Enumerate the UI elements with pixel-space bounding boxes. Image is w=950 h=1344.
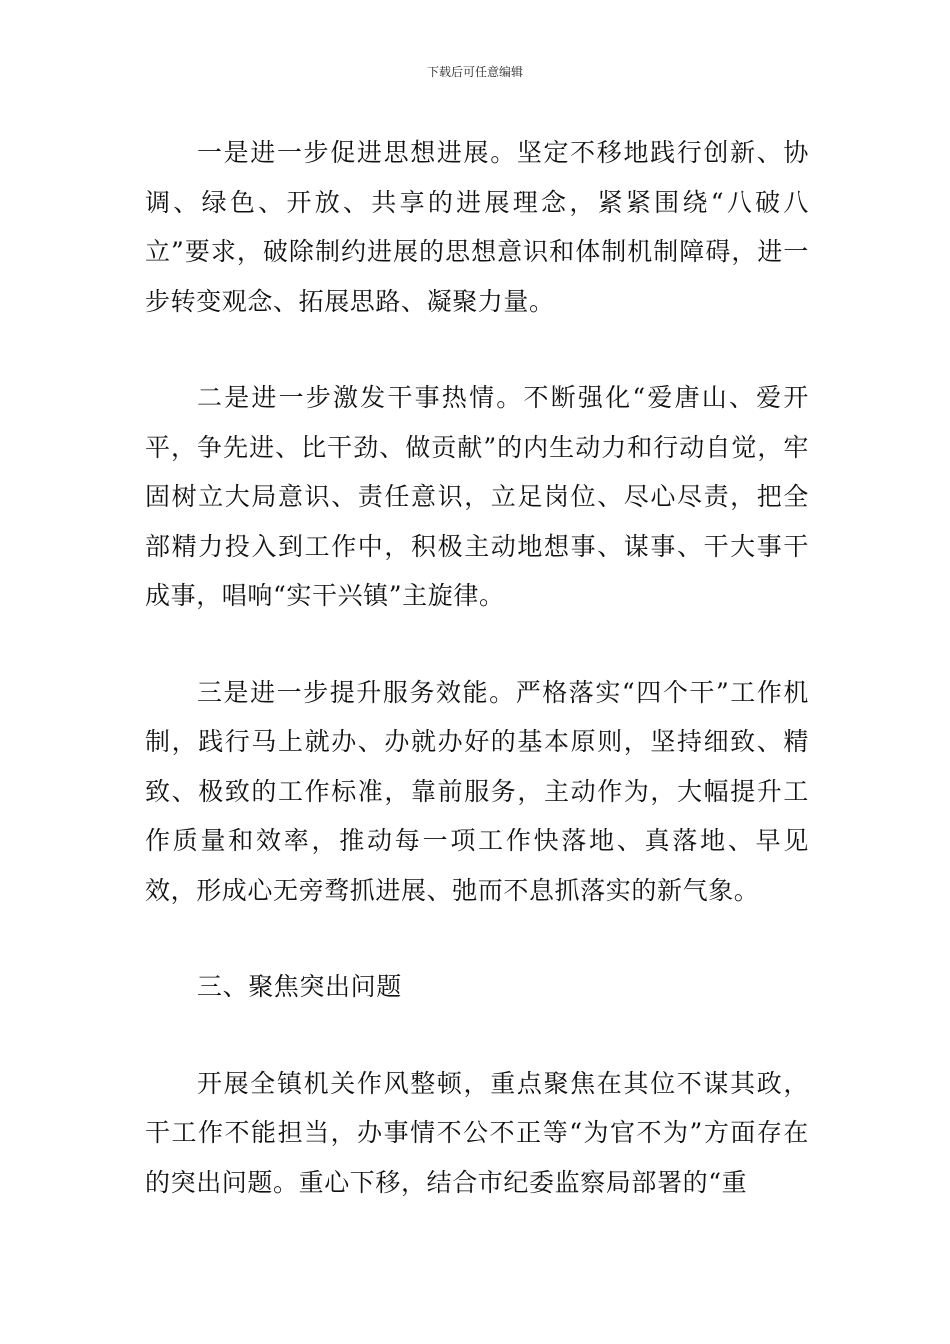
document-body — [145, 128, 809, 1207]
paragraph-service-efficiency: 三是进一步提升服务效能。严格落实“四个干”工作机制，践行马上就办、办就办好的基本原则，坚持细致、精致、极致的工作标准，靠前服务，主动作为，大幅提升工作质量和效率，推动每一项工作快落地、真落地、早见效，形成心无旁骛抓进展、弛而不息抓落实的新气象。 — [145, 677, 809, 905]
page-header: 下载后可任意编辑 — [426, 65, 523, 79]
paragraph-gap — [145, 915, 809, 962]
paragraph-gap — [145, 621, 809, 668]
paragraph-inspire-enthusiasm: 二是进一步激发干事热情。不断强化“爱唐山、爱开平，争先进、比干劲、做贡献”的内生动力和行动自觉，牢固树立大局意识、责任意识，立足岗位、尽心尽责，把全部精力投入到工作中，积极主动地想事、谋事、干大事干成事，唱响“实干兴镇”主旋律。 — [145, 383, 809, 610]
paragraph-promote-thinking: 一是进一步促进思想进展。坚定不移地践行创新、协调、绿色、开放、共享的进展理念，紧紧围绕“八破八立”要求，破除制约进展的思想意识和体制机制障碍，进一步转变观念、拓展思路、凝聚力量。 — [145, 138, 809, 316]
section-heading: 三、聚焦突出问题 — [197, 972, 402, 1001]
paragraph-gap — [145, 1012, 809, 1059]
paragraph-rectification: 开展全镇机关作风整顿，重点聚焦在其位不谋其政，干工作不能担当，办事情不公不正等“为官不为”方面存在的突出问题。重心下移，结合市纪委监察局部署的“重 — [145, 1068, 809, 1197]
paragraph-gap — [145, 326, 809, 373]
